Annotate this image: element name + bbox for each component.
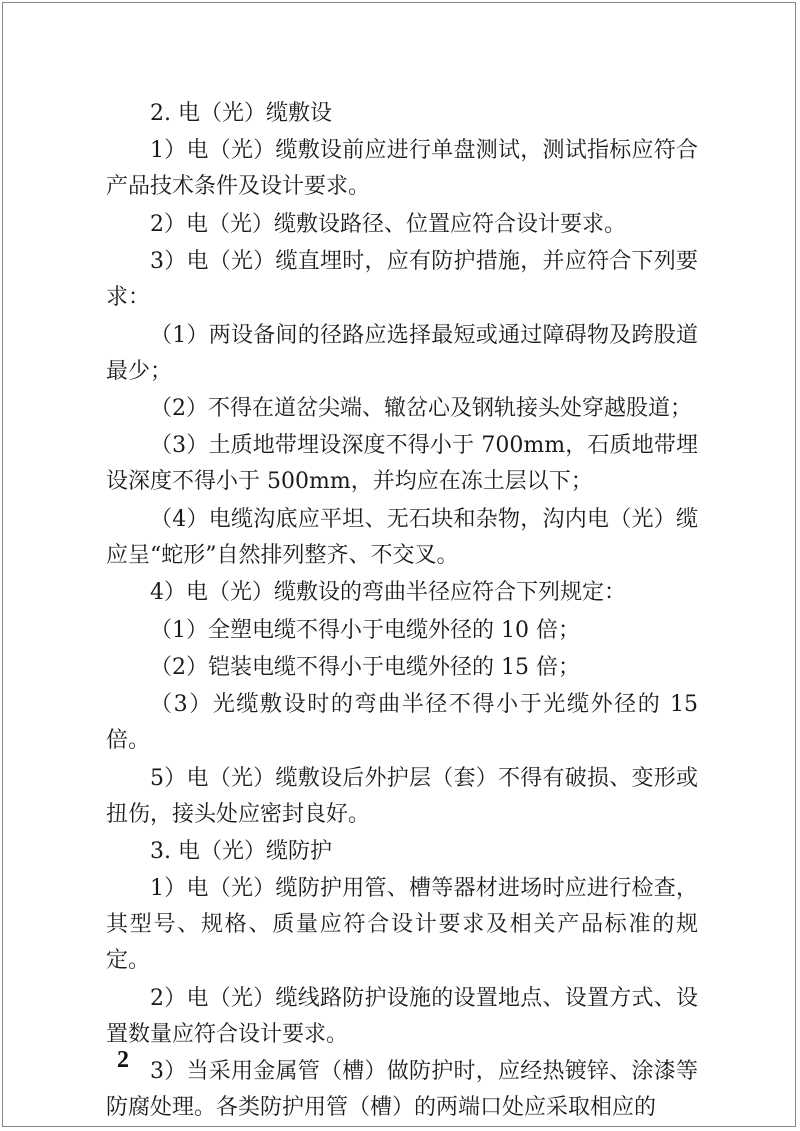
list-item: （1）两设备间的径路应选择最短或通过障碍物及跨股道最少； bbox=[106, 322, 698, 384]
document-body bbox=[106, 96, 698, 1128]
paragraph: 1）电（光）缆防护用管、槽等器材进场时应进行检查，其型号、规格、质量应符合设计要求及相关产品标准的规定。 bbox=[106, 876, 698, 974]
paragraph: 4）电（光）缆敷设的弯曲半径应符合下列规定： bbox=[150, 580, 626, 606]
paragraph: 1）电（光）缆敷设前应进行单盘测试，测试指标应符合产品技术条件及设计要求。 bbox=[106, 138, 698, 200]
section-heading-cable-laying: 2. 电（光）缆敷设 bbox=[150, 101, 332, 126]
list-item: （1）全塑电缆不得小于电缆外径的 10 倍； bbox=[150, 617, 580, 643]
list-item: （4）电缆沟底应平坦、无石块和杂物，沟内电（光）缆应呈“蛇形”自然排列整齐、不交叉。 bbox=[106, 506, 698, 568]
paragraph: 2）电（光）缆敷设路径、位置应符合设计要求。 bbox=[150, 211, 626, 237]
paragraph: 2）电（光）缆线路防护设施的设置地点、设置方式、设置数量应符合设计要求。 bbox=[106, 985, 698, 1047]
paragraph: 3）当采用金属管（槽）做防护时，应经热镀锌、涂漆等防腐处理。各类防护用管（槽）的两端口处应采取相应的 bbox=[106, 1059, 698, 1121]
paragraph: 3）电（光）缆直埋时，应有防护措施，并应符合下列要求： bbox=[106, 249, 698, 311]
paragraph: 5）电（光）缆敷设后外护层（套）不得有破损、变形或扭伤，接头处应密封良好。 bbox=[106, 765, 698, 827]
list-item: （2）不得在道岔尖端、辙岔心及钢轨接头处穿越股道； bbox=[150, 395, 692, 421]
page-number: 2 bbox=[117, 1047, 129, 1073]
list-item: （3）光缆敷设时的弯曲半径不得小于光缆外径的 15 倍。 bbox=[106, 692, 698, 754]
section-heading-cable-protection: 3. 电（光）缆防护 bbox=[150, 839, 332, 865]
list-item: （3）土质地带埋设深度不得小于 700mm，石质地带埋设深度不得小于 500mm，并均应在冻土层以下； bbox=[106, 433, 698, 495]
list-item: （2）铠装电缆不得小于电缆外径的 15 倍； bbox=[150, 654, 580, 680]
